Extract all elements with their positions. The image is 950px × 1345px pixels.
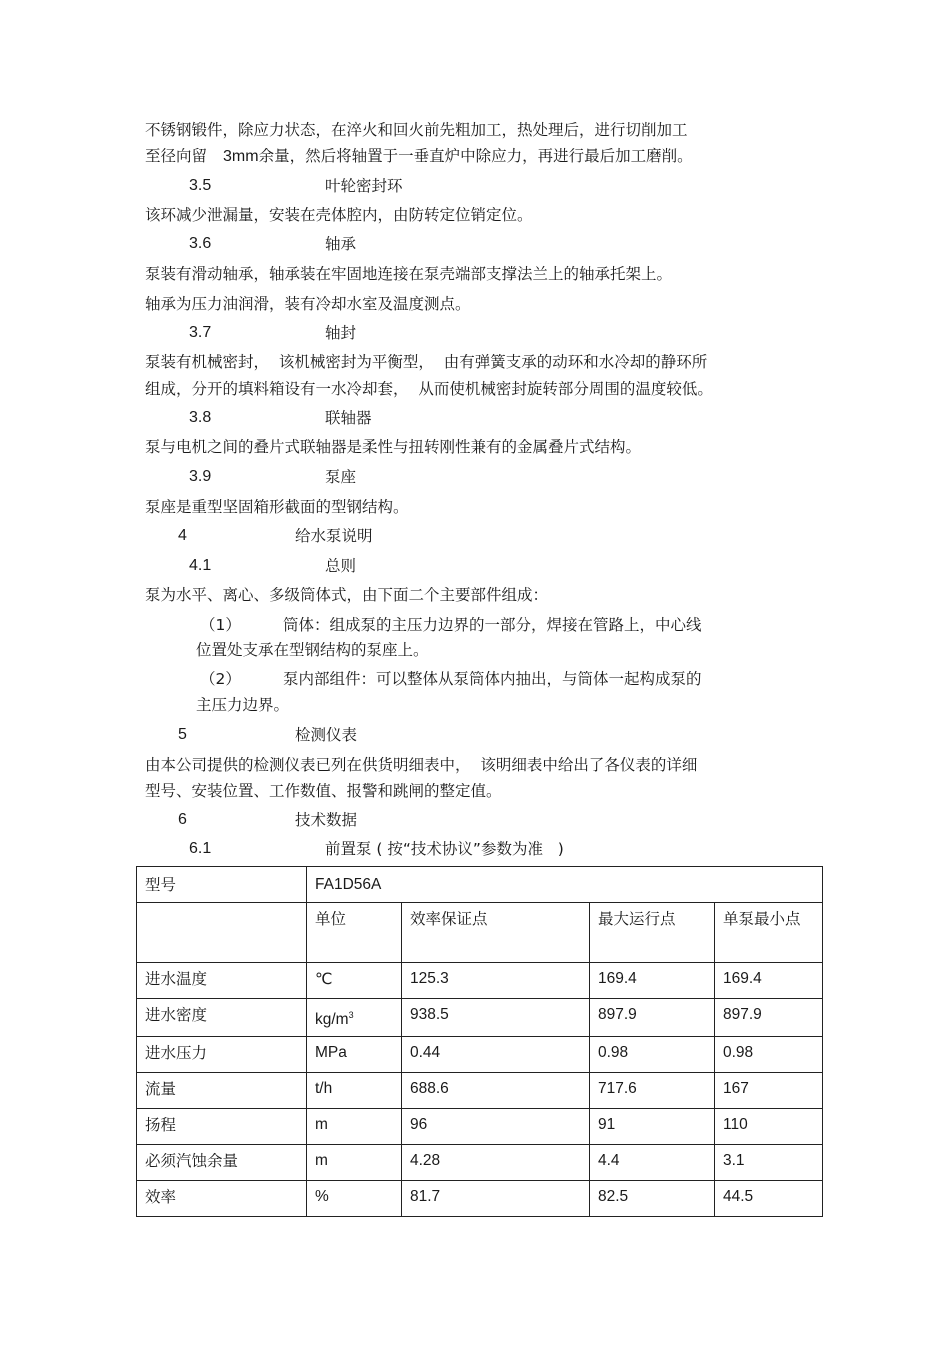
table-cell: MPa [307, 1037, 402, 1073]
section-title: 给水泵说明 [295, 527, 373, 545]
table-cell: 81.7 [402, 1181, 590, 1217]
section-title: 总则 [325, 557, 357, 575]
table-cell: 897.9 [715, 999, 823, 1037]
table-cell: 82.5 [590, 1181, 715, 1217]
table-row [137, 1145, 823, 1181]
section-title: 轴封 [325, 324, 357, 342]
table-cell: 3.1 [715, 1145, 823, 1181]
paragraph-line: 型号、安装位置、工作数值、报警和跳闸的整定值。 [145, 782, 502, 800]
pump-spec-table [136, 866, 823, 1217]
table-cell: m [307, 1109, 402, 1145]
section-title: 检测仪表 [295, 726, 358, 744]
table-cell: 进水压力 [137, 1037, 307, 1073]
paragraph-line [145, 146, 693, 167]
table-cell: 897.9 [590, 999, 715, 1037]
section-number: 5 [178, 726, 187, 743]
section-number: 3.9 [189, 468, 212, 485]
unit-text: kg/m [315, 1011, 349, 1029]
table-cell: 型号 [137, 867, 307, 903]
table-cell: 流量 [137, 1073, 307, 1109]
paragraph-line: 由本公司提供的检测仪表已列在供货明细表中， 该明细表中给出了各仪表的详细 [145, 756, 698, 774]
table-cell: 167 [715, 1073, 823, 1109]
paragraph-line: 泵装有机械密封， 该机械密封为平衡型， 由有弹簧支承的动环和水冷却的静环所 [145, 353, 708, 371]
table-cell [307, 999, 402, 1037]
table-cell: % [307, 1181, 402, 1217]
table-cell: t/h [307, 1073, 402, 1109]
table-cell: 169.4 [590, 963, 715, 999]
table-cell: 688.6 [402, 1073, 590, 1109]
table-row [137, 867, 823, 903]
section-title: 前置泵 ( 按“技术协议”参数为准 ) [325, 840, 564, 858]
paragraph-line: 泵装有滑动轴承，轴承装在牢固地连接在泵壳端部支撑法兰上的轴承托架上。 [145, 265, 673, 283]
list-item-number: （1） [200, 616, 241, 634]
paragraph-line: 泵为水平、离心、多级筒体式，由下面二个主要部件组成： [145, 586, 549, 604]
table-cell: 96 [402, 1109, 590, 1145]
table-cell: 效率 [137, 1181, 307, 1217]
unit-superscript: 3 [348, 1010, 354, 1020]
table-header-cell: 效率保证点 [402, 903, 590, 963]
table-cell: 进水密度 [137, 999, 307, 1037]
table-row [137, 1037, 823, 1073]
section-title: 技术数据 [295, 811, 358, 829]
table-cell: 125.3 [402, 963, 590, 999]
table-header-cell: 单位 [307, 903, 402, 963]
table-cell: 0.44 [402, 1037, 590, 1073]
table-cell: 进水温度 [137, 963, 307, 999]
table-cell: 44.5 [715, 1181, 823, 1217]
paragraph-line: 泵与电机之间的叠片式联轴器是柔性与扭转刚性兼有的金属叠片式结构。 [145, 438, 642, 456]
text-fragment: 余量，然后将轴置于一垂直炉中除应力，再进行最后加工磨削。 [258, 147, 693, 165]
text-fragment: 至径向留 [145, 147, 208, 165]
paragraph-line: 不锈钢锻件，除应力状态，在淬火和回火前先粗加工，热处理后，进行切削加工 [145, 121, 688, 139]
table-cell: 必须汽蚀余量 [137, 1145, 307, 1181]
list-item-number: （2） [200, 670, 241, 688]
table-cell: 91 [590, 1109, 715, 1145]
list-item-text: 泵内部组件：可以整体从泵筒体内抽出，与筒体一起构成泵的 [283, 670, 702, 688]
table-row [137, 1181, 823, 1217]
paragraph-line: 该环减少泄漏量，安装在壳体腔内，由防转定位销定位。 [145, 206, 533, 224]
table-header-row [137, 903, 823, 963]
table-cell: 0.98 [715, 1037, 823, 1073]
table-row [137, 999, 823, 1037]
paragraph-line: 轴承为压力油润滑，装有冷却水室及温度测点。 [145, 295, 471, 313]
table-header-cell: 最大运行点 [590, 903, 715, 963]
section-number: 3.8 [189, 409, 212, 426]
table-cell: 110 [715, 1109, 823, 1145]
list-item-text: 筒体：组成泵的主压力边界的一部分，焊接在管路上，中心线 [283, 616, 702, 634]
section-number: 4.1 [189, 557, 212, 574]
section-number: 6 [178, 811, 187, 828]
table-row [137, 1073, 823, 1109]
table-cell: 4.4 [590, 1145, 715, 1181]
table-row [137, 963, 823, 999]
section-title: 轴承 [325, 235, 357, 253]
table-cell: 4.28 [402, 1145, 590, 1181]
table-cell: ℃ [307, 963, 402, 999]
paragraph-line: 组成，分开的填料箱设有一水冷却套， 从而使机械密封旋转部分周围的温度较低。 [145, 380, 713, 398]
list-item-text: 主压力边界。 [196, 696, 290, 714]
section-title: 联轴器 [325, 409, 372, 427]
table-cell: m [307, 1145, 402, 1181]
table-header-cell [137, 903, 307, 963]
model-value: FA1D56A [307, 867, 823, 903]
section-number: 6.1 [189, 840, 212, 857]
table-cell: 938.5 [402, 999, 590, 1037]
section-number: 3.7 [189, 324, 212, 341]
paragraph-line: 泵座是重型坚固箱形截面的型钢结构。 [145, 498, 409, 516]
number-text: 3mm [223, 148, 259, 165]
list-item-text: 位置处支承在型钢结构的泵座上。 [196, 641, 429, 659]
table-cell: 扬程 [137, 1109, 307, 1145]
section-number: 4 [178, 527, 187, 544]
section-title: 叶轮密封环 [325, 177, 403, 195]
table-cell: 169.4 [715, 963, 823, 999]
section-title: 泵座 [325, 468, 357, 486]
table-header-cell: 单泵最小点 [715, 903, 823, 963]
table-row [137, 1109, 823, 1145]
table-cell: 717.6 [590, 1073, 715, 1109]
section-number: 3.6 [189, 235, 212, 252]
section-number: 3.5 [189, 177, 212, 194]
table-cell: 0.98 [590, 1037, 715, 1073]
